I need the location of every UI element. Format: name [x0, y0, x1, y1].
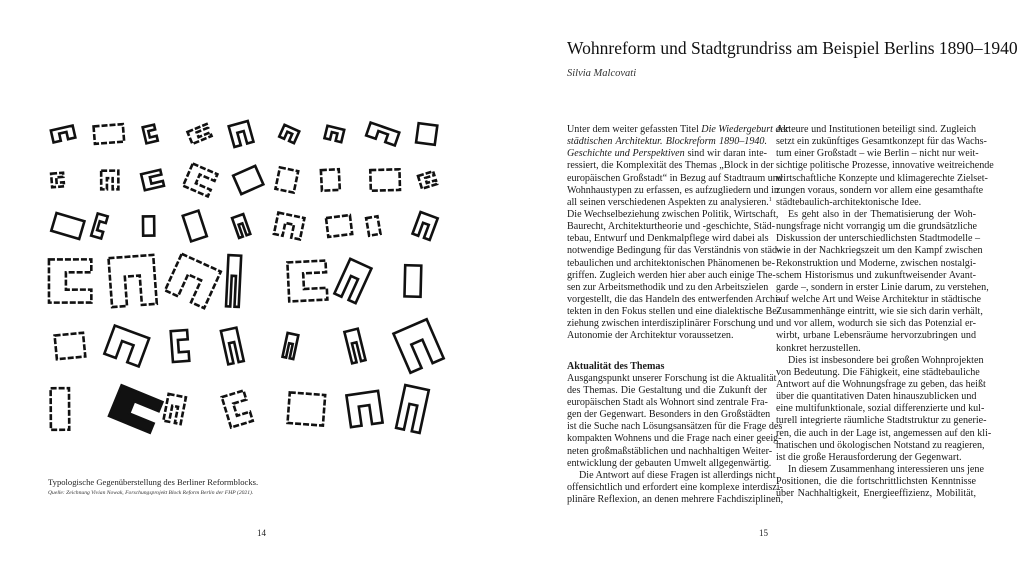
text-segment: sichtige politische Prozesse, innovative weitreichende	[776, 160, 994, 172]
block-plan-shape	[141, 170, 164, 190]
text-line	[776, 330, 976, 342]
page-number-left: 14	[257, 528, 266, 538]
text-line	[567, 457, 772, 470]
figure-source: Quelle: Zeichnung Vivian Nowak, Forschungsprojekt Block Reform Berlin der FHP (2021).	[48, 490, 254, 496]
text-segment: kompakten Wohnens und die Frage nach einer geeig-	[567, 433, 782, 445]
text-line	[567, 330, 767, 342]
text-line	[776, 270, 976, 282]
text-segment: Baurecht, Architekturtheorie und -geschichte, Städ-	[567, 221, 775, 233]
block-plan-shape	[51, 173, 64, 187]
text-segment: ist die Suche nach Lösungsansätzen für die Frage des	[567, 421, 783, 433]
text-line	[776, 427, 992, 440]
block-plan-shape	[183, 211, 207, 242]
block-plan-shape	[143, 216, 154, 235]
text-segment: europäischen Großstadt“ in Bezug auf Stadtraum und	[567, 172, 783, 184]
text-line	[567, 481, 783, 494]
text-segment: tum einer Großstadt – wie Berlin – nicht nur weit-	[776, 148, 979, 160]
block-plan-shape	[287, 261, 327, 302]
block-plan-shape	[404, 265, 421, 297]
block-plan-shape	[393, 319, 443, 373]
paragraph-gap	[567, 343, 767, 361]
text-line	[776, 452, 976, 464]
text-segment: ist die große Herausforderung der Gegenwart.	[776, 451, 962, 463]
text-segment: Zusammenhänge eintritt, wie sie sich darin verhält,	[776, 306, 983, 318]
article-author: Silvia Malcovati	[567, 68, 637, 79]
text-segment: Rekonstruktion und Moderne, zwischen nostalgi-	[776, 257, 976, 269]
figure-caption: Typologische Gegenüberstellung des Berliner Reformblocks.	[48, 477, 259, 487]
text-segment: Die Antwort auf diese Fragen ist allerdings nicht	[579, 469, 776, 481]
text-segment: garde –, sondern in erster Linie darum, zu verstehen,	[776, 281, 989, 293]
text-line	[567, 172, 783, 185]
block-plan-shape	[109, 385, 162, 432]
text-segment: ren, die auch in der Lage ist, angemessen auf den kli-	[776, 427, 992, 439]
text-segment: auf welche Art und Weise Architektur in städtische	[776, 293, 982, 305]
block-plan-shape	[108, 255, 156, 307]
text-segment: und vor allem, wodurch sie sich das Potenzial er-	[776, 318, 976, 330]
text-segment: wirtschaftliche Konzepte und klimagerechte Zielset-	[776, 172, 988, 184]
text-line	[776, 366, 980, 379]
block-plan-shape	[143, 125, 158, 144]
text-segment: all seinen verschiedenen Aspekten zu analysieren.	[567, 196, 769, 208]
text-segment: über die quantitativen Daten hinauszublicken und	[776, 391, 977, 403]
text-segment: Autonomie der Architektur voraussetzen.	[567, 330, 734, 342]
block-plan-shape	[370, 169, 400, 190]
text-line	[567, 148, 767, 160]
block-plan-shape	[288, 392, 326, 425]
block-plan-shape	[366, 216, 380, 235]
block-plan-shape	[163, 394, 186, 424]
block-plan-shape	[183, 164, 217, 197]
text-segment: griffen. Zugleich werden hier aber auch einige The-	[567, 269, 776, 281]
text-segment: notwendige Bedingung für das Verständnis von städ-	[567, 245, 781, 257]
text-line	[567, 494, 784, 506]
text-line	[776, 184, 984, 197]
text-line	[567, 318, 774, 330]
text-line	[776, 197, 976, 209]
text-line	[567, 269, 776, 282]
text-segment: matischen und ökologischen Notstand zu reagieren,	[776, 439, 985, 451]
block-plan-shape	[232, 214, 250, 238]
text-segment: wirbt, urbane Lebensräume hervorzubringen und	[776, 330, 976, 342]
block-plans-drawing	[30, 105, 470, 455]
text-line	[567, 306, 781, 318]
text-segment: Antwort auf die Wohnungsfrage zu geben, das heißt	[776, 378, 986, 390]
block-plan-shape	[49, 259, 91, 302]
text-line	[567, 221, 775, 233]
text-column-2	[776, 124, 994, 500]
text-segment: ziehung zwischen interdisziplinärer Forschung und	[567, 318, 774, 330]
section-heading	[567, 361, 767, 373]
text-segment: tebau, Entwurf und Denkmalpflege wird dabei als	[567, 233, 769, 245]
page-number-right: 15	[759, 528, 768, 538]
text-line	[567, 397, 767, 409]
block-plan-shape	[418, 171, 437, 188]
text-segment: sind wir daran inte-	[684, 148, 767, 160]
block-plan-shape	[221, 328, 244, 365]
block-plan-shape	[279, 125, 299, 143]
text-segment: des Themas. Die Gestaltung und die Zukunft der	[567, 384, 767, 396]
text-line	[567, 245, 781, 257]
text-line	[567, 160, 774, 172]
text-line	[776, 233, 981, 245]
text-line	[776, 463, 984, 476]
text-segment: städtebaulich-architektonische Idee.	[776, 196, 922, 208]
text-segment: schem Historismus und zukunftweisender Avant-	[776, 269, 976, 281]
text-line	[776, 136, 987, 148]
text-line	[776, 209, 976, 221]
block-plan-shape	[101, 171, 118, 190]
text-line	[776, 172, 988, 185]
block-plan-shape	[229, 121, 254, 147]
block-plan-shape	[274, 213, 305, 240]
text-line	[776, 439, 985, 452]
text-line	[776, 281, 989, 294]
text-segment: In diesem Zusammenhang interessieren uns jene	[788, 463, 984, 475]
text-line	[567, 233, 767, 245]
text-line	[776, 354, 984, 367]
text-line	[567, 136, 767, 148]
text-line	[776, 415, 987, 427]
text-line	[567, 257, 775, 270]
block-plan-shape	[104, 326, 149, 367]
text-line	[776, 148, 979, 160]
text-segment: nungsfrage nicht vorrangig um die grundsätzliche	[776, 221, 977, 233]
block-plan-shape	[91, 213, 108, 238]
text-line	[567, 433, 782, 445]
text-segment: setzt ein zukünftiges Gesamtkonzept für das Wachs-	[776, 136, 987, 148]
text-line	[776, 124, 976, 136]
text-line	[567, 385, 767, 397]
text-segment: offensichtlich und erfordert eine komplexe interdiszi-	[567, 481, 783, 493]
block-plan-shape	[165, 254, 221, 308]
text-line	[776, 221, 976, 233]
text-segment: gen der Gegenwart. Besonders in den Großstädten	[567, 409, 771, 421]
block-plan-shape	[222, 391, 253, 428]
text-segment: neten großmaßstäblichen und nachhaltigen Weiter-	[567, 445, 773, 457]
block-plan-shape	[233, 166, 263, 194]
text-segment: städtischen Architektur. Blockreform 1890–1940.	[567, 136, 767, 148]
text-segment: von Bedeutung. Die Fähigkeit, eine städtebauliche	[776, 366, 980, 378]
block-plan-shape	[94, 124, 125, 144]
text-segment: Unter dem weiter gefassten Titel	[567, 124, 702, 135]
text-line	[776, 391, 976, 403]
text-segment: plinäre Reflexion, an denen mehrere Fachdisziplinen,	[567, 494, 784, 506]
text-line	[567, 469, 776, 482]
text-line	[567, 208, 779, 221]
text-segment: Akteure und Institutionen beteiligt sind. Zugleich	[776, 124, 976, 135]
block-plan-shape	[51, 388, 70, 430]
block-plan-shape	[55, 333, 86, 359]
text-line	[567, 421, 783, 433]
text-line	[567, 124, 789, 136]
block-plan-shape	[321, 169, 340, 191]
text-line	[567, 293, 782, 306]
text-line	[776, 293, 982, 306]
block-plan-shape	[283, 333, 299, 359]
text-column-1	[567, 124, 789, 506]
text-segment: über Nachhaltigkeit, Energieeffizienz, Mobilität,	[776, 488, 976, 500]
text-segment: wie in der Nachkriegszeit um den Kampf zwischen	[776, 245, 983, 257]
text-segment: konkret herzustellen.	[776, 342, 861, 354]
text-line	[776, 306, 983, 318]
text-segment: Positionen, die die fortschrittlichsten Kenntnisse	[776, 476, 976, 488]
block-plan-shape	[344, 329, 365, 364]
article-title: Wohnreform und Stadtgrundriss am Beispiel Berlins 1890–1940	[567, 38, 1018, 58]
footnote-marker: 1	[768, 196, 772, 203]
block-plan-shape	[226, 255, 241, 307]
text-line	[776, 476, 976, 488]
text-line	[776, 488, 976, 500]
text-segment: ressiert, die Komplexität des Themas „Block in der	[567, 160, 774, 172]
text-line	[567, 282, 767, 294]
text-segment: Die Wechselbeziehung zwischen Politik, Wirtschaft,	[567, 208, 779, 220]
text-segment: Es geht also in der Thematisierung der Woh-	[788, 208, 976, 220]
text-segment: Die Wiedergeburt der	[701, 124, 789, 135]
block-plan-shape	[334, 259, 371, 303]
text-segment: Wohnhaustypen zu erfassen, es aufzugliedern und in	[567, 184, 779, 196]
block-plan-shape	[413, 212, 438, 240]
block-plan-shape	[171, 330, 190, 362]
block-plan-shape	[326, 215, 352, 237]
text-segment: Ausgangspunkt unserer Forschung ist die Aktualität	[567, 372, 777, 384]
block-plan-shape	[187, 124, 211, 144]
block-plan-shape	[416, 123, 437, 145]
text-line	[567, 409, 771, 421]
text-segment: sen zur Arbeitsmethodik und zu den Arbeitszielen	[567, 281, 769, 293]
text-segment: Diskussion der unterschiedlichsten Stadtmodelle –	[776, 233, 981, 245]
block-plan-shape	[396, 385, 429, 433]
text-line	[776, 343, 976, 355]
text-line	[776, 160, 994, 172]
text-line	[776, 403, 985, 415]
text-segment: zungen voraus, sondern vor allem eine gesamthafte	[776, 184, 984, 196]
text-segment: entwicklung der gebauten Umwelt allgegenwärtig.	[567, 457, 772, 469]
block-plan-shape	[275, 167, 298, 192]
text-segment: vorgestellt, die das Handeln des entwerfenden Archi-	[567, 293, 782, 305]
text-line	[567, 184, 779, 197]
text-line	[567, 196, 772, 209]
text-line	[776, 318, 976, 330]
text-line	[776, 378, 986, 391]
text-segment: Geschichte und Perspektiven	[567, 148, 685, 160]
text-line	[776, 245, 983, 257]
text-segment: europäischen Stadt als Wohnort sind zentrale Fra-	[567, 396, 768, 408]
block-plan-shape	[51, 126, 76, 143]
text-segment: turell integrierte räumliche Stadtstruktur zu generie-	[776, 415, 987, 427]
text-segment: Aktualität des Themas	[567, 360, 665, 372]
text-segment: tebaulichen und architektonischen Phänomenen be-	[567, 257, 775, 269]
text-line	[567, 372, 777, 385]
text-line	[567, 445, 773, 458]
block-plan-shape	[346, 391, 382, 427]
block-plan-shape	[51, 213, 84, 239]
text-segment: tekten in den Fokus stellen und eine dialektische Be-	[567, 306, 781, 318]
text-segment: eine multifunktionale, sozial differenzierte und kul-	[776, 403, 985, 415]
text-segment: Dies ist insbesondere bei großen Wohnprojekten	[788, 354, 984, 366]
block-plan-shape	[324, 126, 344, 142]
text-line	[776, 258, 976, 270]
block-plan-shape	[366, 123, 399, 146]
